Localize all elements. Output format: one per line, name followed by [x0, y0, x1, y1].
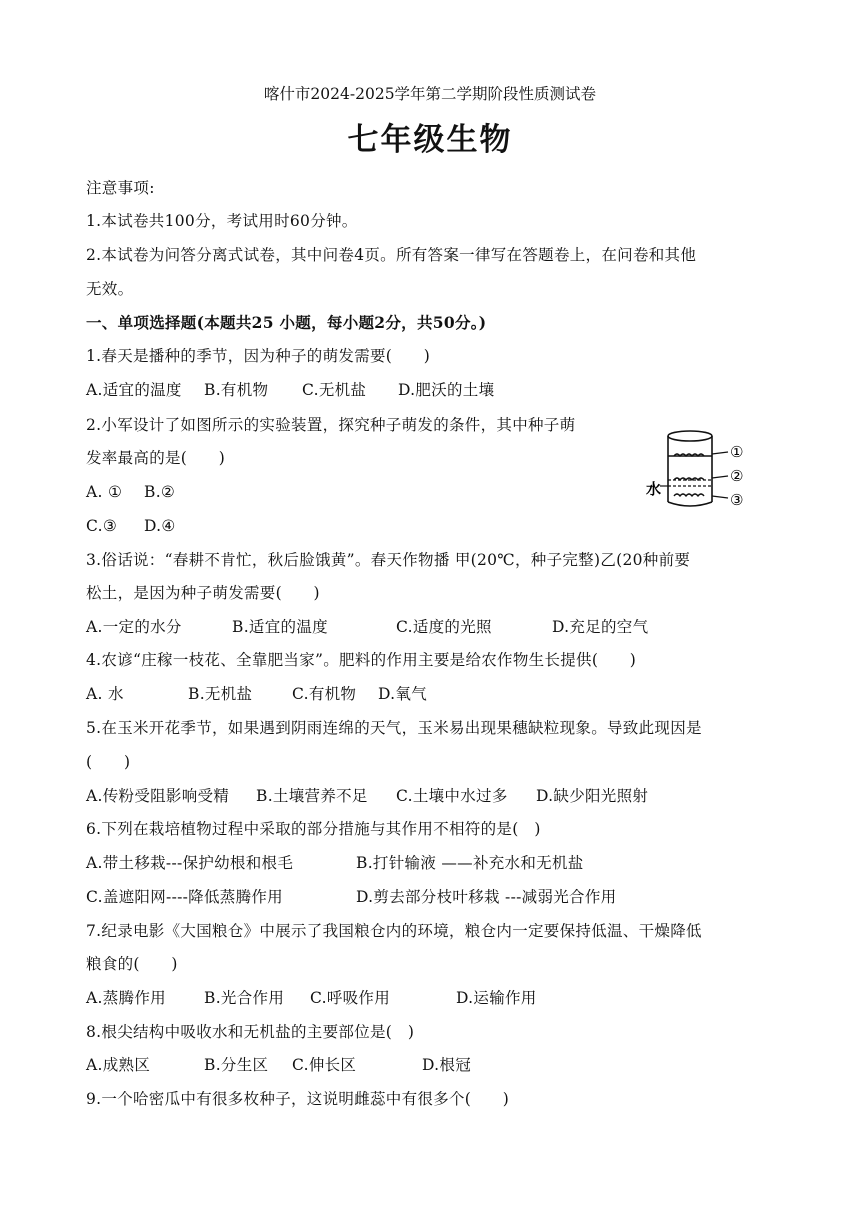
question-7-stem-2: 粮食的( ) [86, 955, 178, 973]
q7-option-c: C.呼吸作用 [310, 989, 391, 1007]
question-7-stem-1: 7.纪录电影《大国粮仓》中展示了我国粮仓内的环境，粮仓内一定要保持低温、干燥降低 [86, 922, 702, 940]
question-3-stem-2: 松土，是因为种子萌发需要( ) [86, 584, 320, 602]
seed-germination-figure [646, 428, 756, 510]
question-5-stem-2: ( ) [86, 753, 131, 771]
question-6-stem: 6.下列在栽培植物过程中采取的部分措施与其作用不相符的是( ) [86, 820, 541, 838]
q8-option-a: A.成熟区 [86, 1056, 151, 1074]
notice-item-1: 1.本试卷共100分，考试用时60分钟。 [86, 212, 358, 230]
q8-option-b: B.分生区 [204, 1056, 269, 1074]
q5-option-c: C.土壤中水过多 [396, 787, 508, 805]
q2-option-b: B.② [144, 483, 176, 501]
q3-option-c: C.适度的光照 [396, 618, 492, 636]
notice-item-2-cont: 无效。 [86, 280, 134, 298]
q2-option-a: A. ① [86, 483, 123, 501]
q2-option-c: C.③ [86, 517, 118, 535]
question-8-stem: 8.根尖结构中吸收水和无机盐的主要部位是( ) [86, 1023, 415, 1041]
q2-option-d: D.④ [144, 517, 176, 535]
question-7-options [86, 987, 537, 1009]
q4-option-c: C.有机物 [292, 685, 357, 703]
question-5-options [86, 785, 648, 807]
question-9-stem: 9.一个哈密瓜中有很多枚种子，这说明雌蕊中有很多个( ) [86, 1090, 510, 1108]
q8-option-c: C.伸长区 [292, 1056, 357, 1074]
question-5-stem-1: 5.在玉米开花季节，如果遇到阴雨连绵的天气，玉米易出现果穗缺粒现象。导致此现因是 [86, 719, 702, 737]
q1-option-d: D.肥沃的土壤 [398, 381, 495, 399]
notice-item-2: 2.本试卷为问答分离式试卷，其中问卷4页。所有答案一律写在答题卷上，在问卷和其他 [86, 246, 697, 264]
question-1-stem: 1.春天是播种的季节，因为种子的萌发需要( ) [86, 347, 431, 365]
q7-option-b: B.光合作用 [204, 989, 285, 1007]
q1-option-b: B.有机物 [204, 381, 269, 399]
q5-option-d: D.缺少阳光照射 [536, 787, 649, 805]
notice-heading: 注意事项: [86, 179, 155, 197]
question-2-options-row-1 [86, 481, 175, 503]
question-8-options [86, 1054, 471, 1076]
exam-title: 七年级生物 [347, 122, 513, 158]
q3-option-b: B.适宜的温度 [232, 618, 328, 636]
question-3-stem-1: 3.俗话说：“春耕不肯忙，秋后脸饿黄”。春天作物播 甲(20℃，种子完整)乙(20种前要 [86, 551, 691, 569]
q7-option-d: D.运输作用 [456, 989, 537, 1007]
question-2-stem-2: 发率最高的是( ) [86, 449, 226, 467]
q4-option-a: A. 水 [86, 685, 124, 703]
q5-option-b: B.土壤营养不足 [256, 787, 368, 805]
q6-option-b: B.打针输液 ——补充水和无机盐 [356, 854, 584, 872]
q6-option-d: D.剪去部分枝叶移栽 ---减弱光合作用 [356, 888, 617, 906]
question-6-options-row-2 [86, 886, 616, 908]
question-4-options [86, 683, 427, 705]
question-4-stem: 4.农谚“庄稼一枝花、全靠肥当家”。肥料的作用主要是给农作物生长提供( ) [86, 651, 637, 669]
marker-3: ③ [730, 491, 744, 509]
question-2-options-row-2 [86, 515, 176, 537]
q6-option-c: C.盖遮阳网----降低蒸腾作用 [86, 888, 283, 906]
question-3-options [86, 616, 648, 638]
q3-option-d: D.充足的空气 [552, 618, 649, 636]
section-heading: 一、单项选择题(本题共25 小题，每小题2分，共50分。) [86, 313, 487, 332]
q8-option-d: D.根冠 [422, 1056, 472, 1074]
q1-option-a: A.适宜的温度 [86, 381, 182, 399]
marker-2: ② [730, 467, 744, 485]
question-1-options [86, 379, 494, 401]
q3-option-a: A.一定的水分 [86, 618, 182, 636]
question-2-stem-1: 2.小军设计了如图所示的实验装置，探究种子萌发的条件，其中种子萌 [86, 416, 576, 434]
water-label: 水 [646, 480, 662, 498]
q4-option-d: D.氧气 [378, 685, 428, 703]
marker-1: ① [730, 443, 744, 461]
q6-option-a: A.带土移栽---保护幼根和根毛 [86, 854, 294, 872]
exam-header: 喀什市2024-2025学年第二学期阶段性质测试卷 [263, 85, 597, 103]
q1-option-c: C.无机盐 [302, 381, 367, 399]
q7-option-a: A.蒸腾作用 [86, 989, 166, 1007]
q5-option-a: A.传粉受阻影响受精 [86, 787, 230, 805]
q4-option-b: B.无机盐 [188, 685, 253, 703]
question-6-options-row-1 [86, 852, 584, 874]
